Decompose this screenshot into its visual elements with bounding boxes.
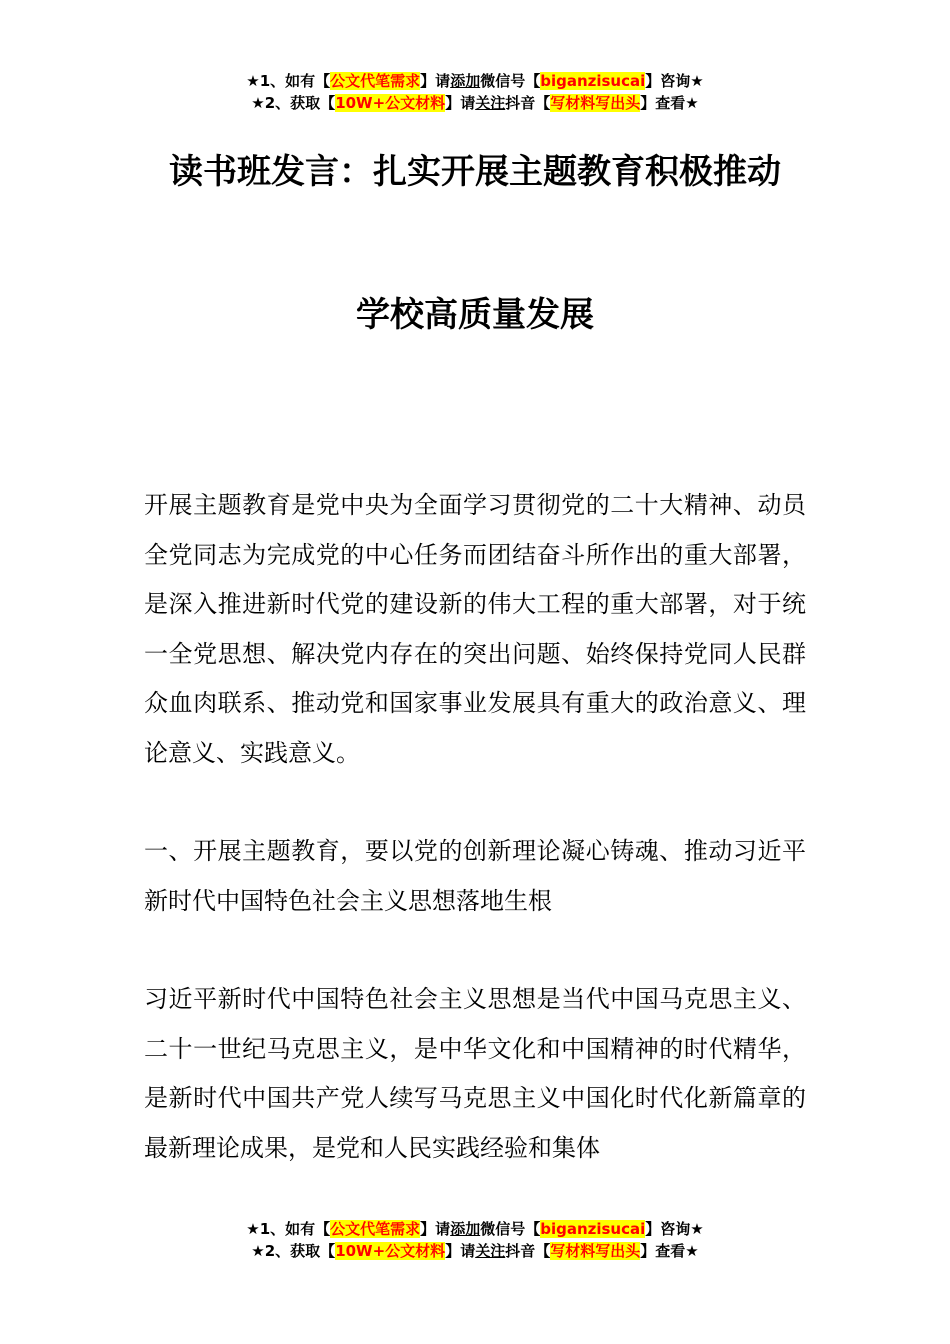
promo-emphasis: 添加: [450, 1220, 481, 1238]
promo-highlight: 10W+公文材料: [335, 94, 446, 112]
promo-text: 】查看★: [640, 1242, 699, 1260]
section-heading-1: 一、开展主题教育，要以党的创新理论凝心铸魂、推动习近平新时代中国特色社会主义思想落地生根: [144, 837, 806, 915]
promo-highlight: 公文代笔需求: [330, 72, 421, 90]
promo-text: 】查看★: [640, 94, 699, 112]
promo-text: 抖音【: [505, 94, 551, 112]
promo-line-2: [0, 1240, 950, 1262]
footer-promo-banner: [0, 1218, 950, 1262]
promo-text: ★2、获取【: [251, 1242, 336, 1260]
promo-text: 】咨询★: [645, 72, 704, 90]
promo-text: ★2、获取【: [251, 94, 336, 112]
promo-text: 微信号【: [480, 1220, 541, 1238]
promo-emphasis: 关注: [475, 1242, 506, 1260]
promo-text: ★1、如有【: [246, 72, 331, 90]
document-title-line-2: 学校高质量发展: [356, 295, 594, 335]
promo-wechat-id: biganzisucai: [540, 1220, 646, 1238]
promo-text: 】请: [445, 1242, 476, 1260]
promo-douyin-id: 写材料写出头: [550, 94, 641, 112]
promo-douyin-id: 写材料写出头: [550, 1242, 641, 1260]
promo-text: 】请: [445, 94, 476, 112]
promo-emphasis: 添加: [450, 72, 481, 90]
promo-text: 】咨询★: [645, 1220, 704, 1238]
promo-text: 微信号【: [480, 72, 541, 90]
header-promo-banner: [0, 70, 950, 114]
paragraph-section-1: 习近平新时代中国特色社会主义思想是当代中国马克思主义、二十一世纪马克思主义，是中华文化和中国精神的时代精华，是新时代中国共产党人续写马克思主义中国化时代化新篇章的最新理论成果，是党和人民实践经验和集体: [144, 985, 806, 1162]
promo-line-2: [0, 92, 950, 114]
promo-text: 】请: [420, 72, 451, 90]
document-title-line-1: 读书班发言：扎实开展主题教育积极推动: [169, 152, 781, 192]
promo-wechat-id: biganzisucai: [540, 72, 646, 90]
promo-text: 抖音【: [505, 1242, 551, 1260]
promo-text: ★1、如有【: [246, 1220, 331, 1238]
paragraph-intro: 开展主题教育是党中央为全面学习贯彻党的二十大精神、动员全党同志为完成党的中心任务而团结奋斗所作出的重大部署，是深入推进新时代党的建设新的伟大工程的重大部署，对于统一全党思想、解决党内存在的突出问题、始终保持党同人民群众血肉联系、推动党和国家事业发展具有重大的政治意义、理论意义、实践意义。: [144, 491, 806, 767]
promo-highlight: 10W+公文材料: [335, 1242, 446, 1260]
promo-highlight: 公文代笔需求: [330, 1220, 421, 1238]
promo-line-1: [0, 1218, 950, 1240]
promo-text: 】请: [420, 1220, 451, 1238]
promo-line-1: [0, 70, 950, 92]
promo-emphasis: 关注: [475, 94, 506, 112]
